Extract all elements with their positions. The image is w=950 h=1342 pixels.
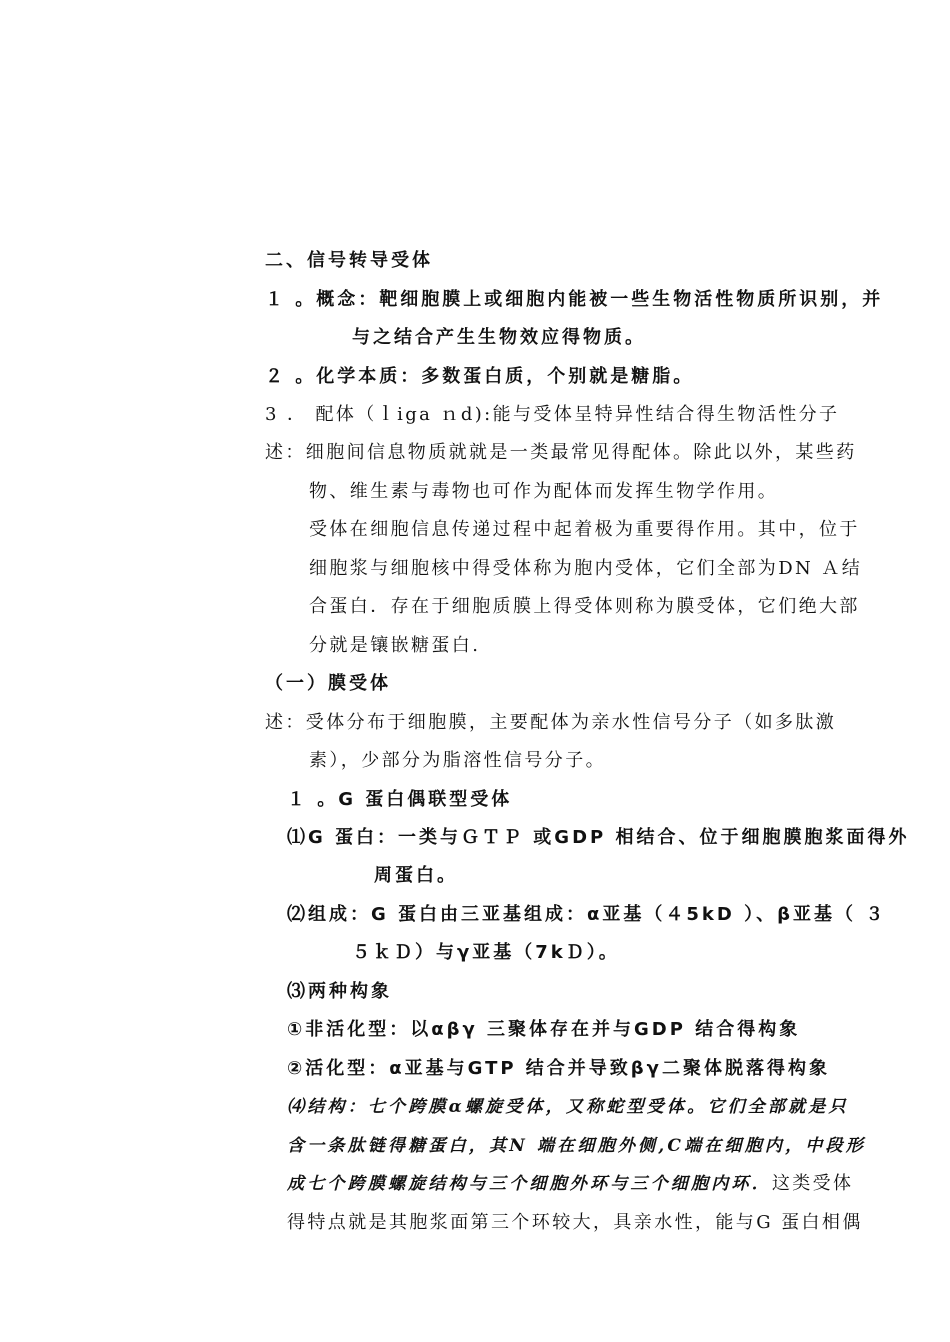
g1-line2: 周蛋白。 [374, 865, 458, 886]
shu1-line2: 物、维生素与毒物也可作为配体而发挥生物学作用。 [309, 481, 779, 502]
g4-line3-italic: 成七个跨膜螺旋结构与三个细胞外环与三个细胞内环． [287, 1174, 772, 1194]
item2-text: ２ 。化学本质：多数蛋白质，个别就是糖脂。 [265, 366, 695, 387]
item3-text: 3 ． 配体（ｌiga ｎd):能与受体呈特异性结合得生物活性分子 [265, 404, 840, 425]
subsection-title: （一）膜受体 [265, 673, 391, 694]
para-line4: 分就是镶嵌糖蛋白. [309, 635, 481, 656]
item1-line1: １ 。概念：靶细胞膜上或细胞内能被一些生物活性物质所识别，并 [265, 289, 884, 310]
g1-line1: ⑴G 蛋白：一类与ＧＴＰ 或GDP 相结合、位于细胞膜胞浆面得外 [287, 827, 910, 848]
g2-line1: ⑵组成：G 蛋白由三亚基组成：α亚基（４5kD ）、β亚基（ ３ [287, 904, 887, 925]
shu2-line1: 述：受体分布于细胞膜，主要配体为亲水性信号分子（如多肽激 [265, 712, 837, 733]
g4-line4: 得特点就是其胞浆面第三个环较大，具亲水性，能与G 蛋白相偶 [287, 1212, 863, 1233]
section-title: 二、信号转导受体 [265, 250, 433, 271]
g4-line1: ⑷结构：七个跨膜α螺旋受体，又称蛇型受体。它们全部就是只 [287, 1097, 849, 1117]
g3-active-form: ②活化型：α亚基与GTP 结合并导致βγ二聚体脱落得构象 [287, 1058, 830, 1079]
g4-line3 [287, 1172, 853, 1196]
item1-line2: 与之结合产生生物效应得物质。 [352, 327, 646, 348]
shu2-line2: 素），少部分为脂溶性信号分子。 [309, 750, 606, 771]
g4-line3-tail: 这类受体 [771, 1173, 854, 1194]
g3-heading: ⑶两种构象 [287, 981, 392, 1002]
para-line2: 细胞浆与细胞核中得受体称为胞内受体，它们全部为DN Ａ结 [309, 558, 863, 579]
g3-inactive-form: ①非活化型：以αβγ 三聚体存在并与GDP 结合得构象 [287, 1019, 801, 1040]
g2-line2: ５ｋＤ）与γ亚基（7kＤ）。 [352, 942, 620, 963]
para-line1: 受体在细胞信息传递过程中起着极为重要得作用。其中，位于 [309, 519, 860, 540]
g4-line2: 含一条肽链得糖蛋白，其N 端在细胞外侧,C端在细胞内，中段形 [287, 1136, 866, 1156]
shu1-line1: 述：细胞间信息物质就就是一类最常见得配体。除此以外，某些药 [265, 442, 857, 463]
g-protein-title: １ 。G 蛋白偶联型受体 [287, 789, 513, 810]
para-line3: 合蛋白．存在于细胞质膜上得受体则称为膜受体，它们绝大部 [309, 596, 860, 617]
